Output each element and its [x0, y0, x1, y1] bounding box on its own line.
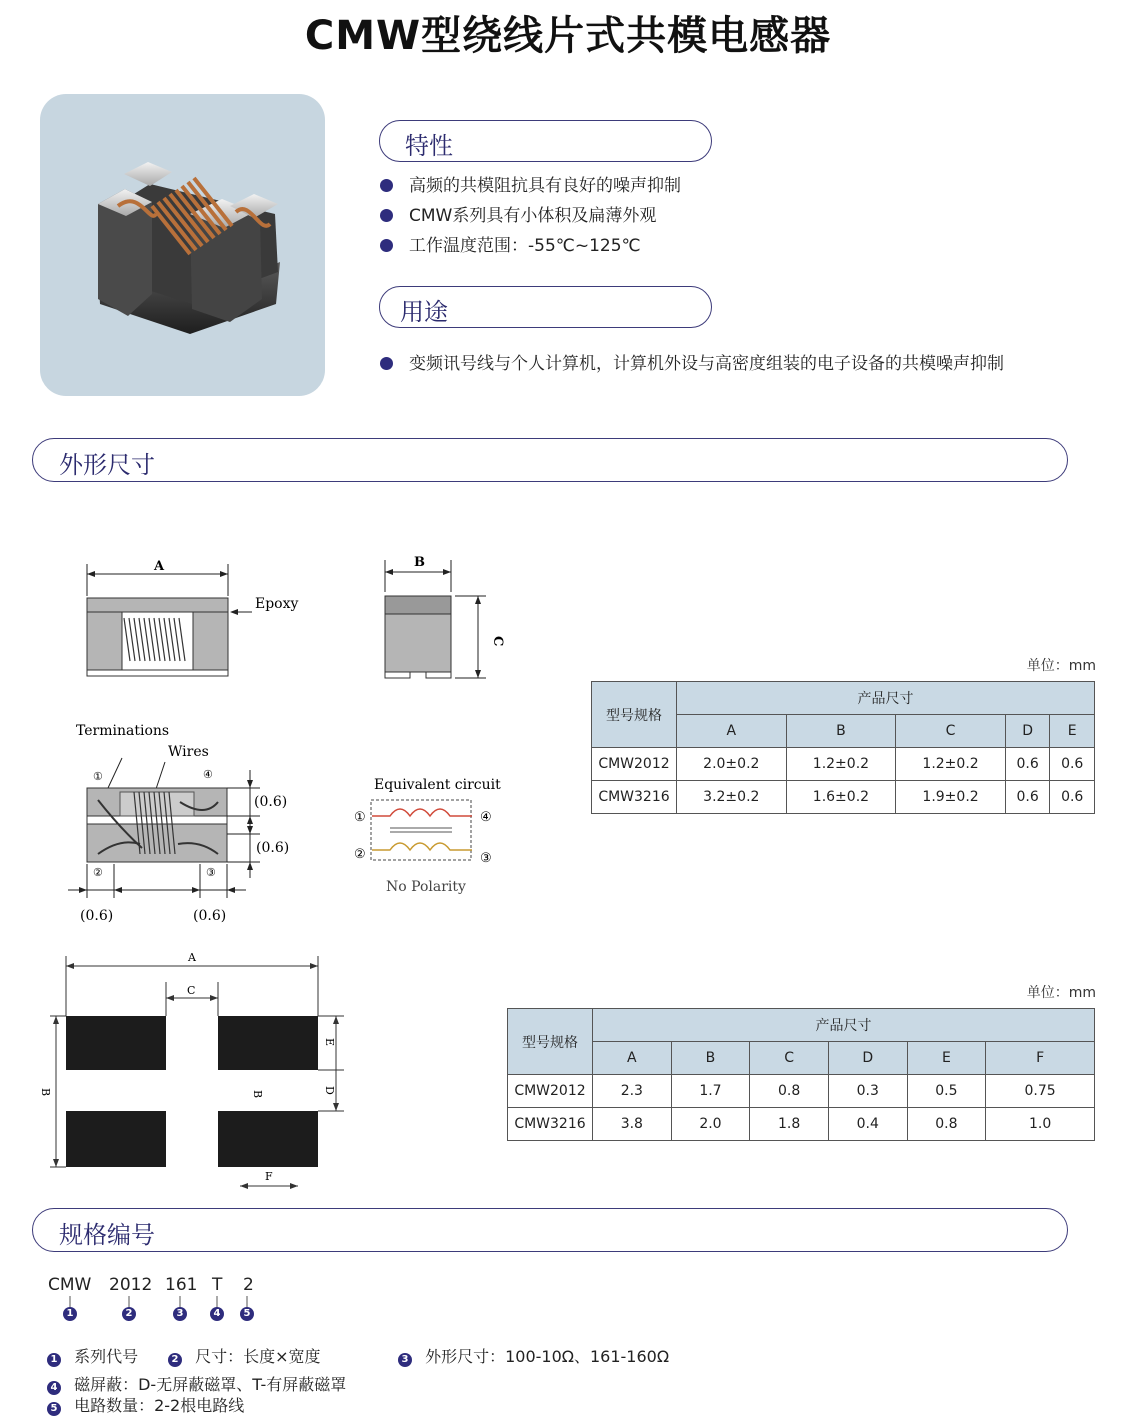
table-row: CMW2012 2.3 1.7 0.8 0.3 0.5 0.75 — [508, 1075, 1095, 1108]
no-polarity-label: No Polarity — [386, 879, 466, 895]
usage-heading: 用途 — [400, 298, 448, 326]
pin-1-label: ① — [93, 770, 103, 783]
marker-3-icon: 3 — [173, 1307, 187, 1321]
legend-item: 2 尺寸：长度×宽度 — [168, 1344, 321, 1367]
circuit-pin-3-label: ③ — [480, 851, 492, 866]
table-row: CMW3216 3.2±0.2 1.6±0.2 1.9±0.2 0.6 0.6 — [592, 781, 1095, 814]
dimensions-table-2 — [507, 1008, 1095, 1141]
dimensions-heading: 外形尺寸 — [59, 451, 155, 479]
wires-label: Wires — [168, 744, 209, 760]
column-header: E — [907, 1042, 986, 1075]
column-header: D — [1005, 715, 1050, 748]
dim-06-label: (0.6) — [254, 794, 288, 810]
model-header: 型号规格 — [592, 682, 677, 748]
column-header: F — [986, 1042, 1095, 1075]
dim-label-c: C — [490, 636, 505, 647]
marker-5-icon: 5 — [240, 1307, 254, 1321]
pin-3-label: ③ — [206, 866, 216, 879]
table-row: CMW2012 2.0±0.2 1.2±0.2 1.2±0.2 0.6 0.6 — [592, 748, 1095, 781]
page-title: CMW型绕线片式共模电感器 — [304, 13, 832, 59]
land-dim-b-center: B — [251, 1090, 264, 1099]
pin-4-label: ④ — [203, 768, 213, 781]
circuit-pin-2-label: ② — [354, 847, 366, 862]
column-header: E — [1050, 715, 1095, 748]
code-size: 2012 — [109, 1275, 153, 1295]
column-header: A — [593, 1042, 672, 1075]
unit-label: 单位：mm — [1026, 658, 1096, 674]
land-dim-a: A — [188, 951, 196, 964]
column-header: D — [828, 1042, 907, 1075]
bullet-dot-icon — [380, 179, 393, 192]
usage-item: 变频讯号线与个人计算机，计算机外设与高密度组装的电子设备的共模噪声抑制 — [380, 349, 1004, 374]
dimensions-table-1 — [591, 681, 1095, 814]
model-header: 型号规格 — [508, 1009, 593, 1075]
group-header: 产品尺寸 — [677, 682, 1095, 715]
feature-item: 高频的共模阻抗具有良好的噪声抑制 — [380, 171, 681, 196]
land-dim-d: D — [323, 1086, 336, 1095]
features-heading: 特性 — [405, 132, 453, 160]
epoxy-label: Epoxy — [255, 596, 299, 612]
dim-label-b: B — [414, 555, 425, 570]
land-dim-f: F — [265, 1170, 273, 1183]
bullet-dot-icon — [380, 239, 393, 252]
features-heading-pill — [379, 120, 712, 162]
part-number-heading-pill — [32, 1208, 1068, 1252]
equivalent-circuit-label: Equivalent circuit — [374, 777, 501, 793]
code-shape: 161 — [165, 1275, 198, 1295]
feature-item: 工作温度范围：-55℃~125℃ — [380, 231, 641, 256]
circuit-pin-4-label: ④ — [480, 810, 492, 825]
group-header: 产品尺寸 — [593, 1009, 1095, 1042]
code-series: CMW — [48, 1275, 92, 1295]
dim-label-a: A — [154, 559, 165, 574]
land-dim-b-left: B — [39, 1088, 52, 1097]
usage-heading-pill — [379, 286, 712, 328]
terminations-label: Terminations — [76, 723, 170, 739]
code-circuits: 2 — [243, 1275, 254, 1295]
feature-item: CMW系列具有小体积及扁薄外观 — [380, 201, 656, 226]
legend-item: 3 外形尺寸：100-10Ω、161-160Ω — [398, 1344, 669, 1367]
pin-2-label: ② — [93, 866, 103, 879]
land-dim-c: C — [187, 984, 196, 997]
part-number-heading: 规格编号 — [59, 1221, 155, 1249]
marker-2-icon: 2 — [122, 1307, 136, 1321]
unit-label: 单位：mm — [1026, 985, 1096, 1001]
table-row: CMW3216 3.8 2.0 1.8 0.4 0.8 1.0 — [508, 1108, 1095, 1141]
code-shield: T — [212, 1275, 223, 1295]
dimensions-heading-pill — [32, 438, 1068, 482]
land-pattern-drawing — [36, 948, 356, 1198]
column-header: B — [671, 1042, 750, 1075]
legend-item: 4 磁屏蔽：D-无屏蔽磁罩、T-有屏蔽磁罩 — [47, 1372, 346, 1395]
dim-06-label: (0.6) — [80, 908, 114, 924]
column-header: A — [677, 715, 787, 748]
circuit-pin-1-label: ① — [354, 810, 366, 825]
dim-06-label: (0.6) — [193, 908, 227, 924]
column-header: C — [896, 715, 1006, 748]
column-header: C — [750, 1042, 829, 1075]
product-photo — [40, 94, 325, 396]
marker-1-icon: 1 — [63, 1307, 77, 1321]
legend-item: 5 电路数量：2-2根电路线 — [47, 1393, 244, 1416]
dim-06-label: (0.6) — [256, 840, 290, 856]
outline-drawing — [60, 548, 520, 933]
bullet-dot-icon — [380, 357, 393, 370]
bullet-dot-icon — [380, 209, 393, 222]
land-dim-e: E — [323, 1038, 336, 1047]
marker-4-icon: 4 — [210, 1307, 224, 1321]
legend-item: 1 系列代号 — [47, 1344, 138, 1367]
column-header: B — [786, 715, 896, 748]
inductor-image — [40, 94, 325, 396]
code-leader-lines — [60, 1296, 260, 1308]
